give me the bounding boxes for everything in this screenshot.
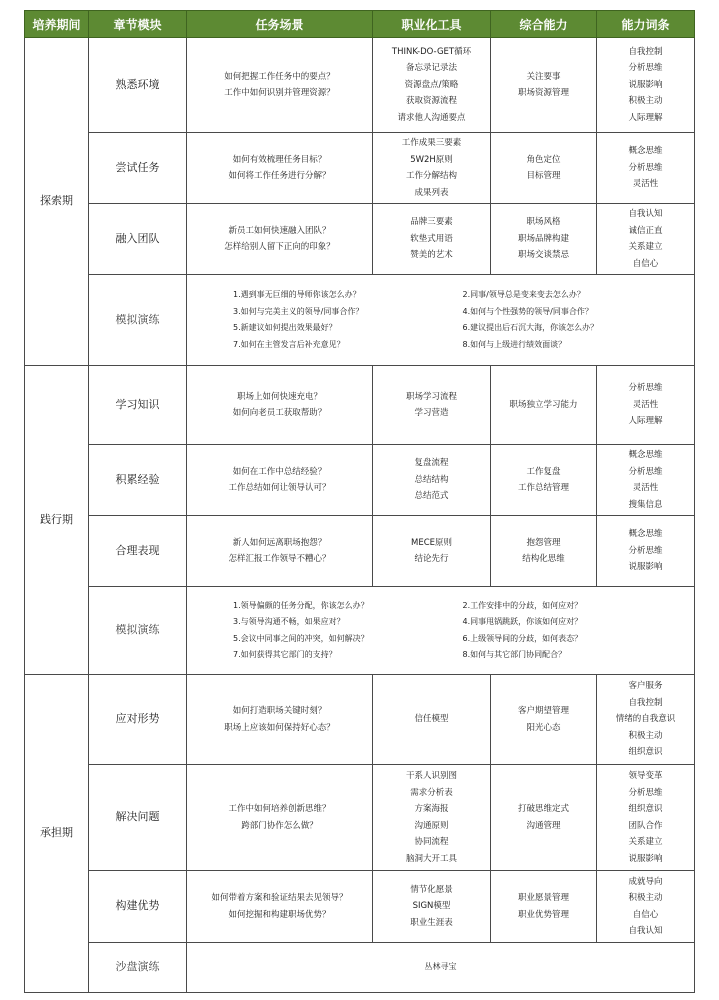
term-text: 积极主动 (628, 893, 663, 903)
terms-cell (597, 765, 695, 871)
scene-text: 如何把握工作任务中的要点？ (224, 71, 335, 82)
drill-question: 8.如何与其它部门协同配合？ (462, 650, 567, 659)
table-row (25, 765, 695, 871)
drill-question: 8.如何与上级进行绩效面谈？ (462, 339, 567, 349)
scene-text: 职场上如何快速充电？ (236, 391, 322, 402)
tools-cell (373, 133, 491, 204)
tool-text: 情节化愿景 (410, 884, 453, 895)
term-text: 自我控制 (628, 46, 663, 57)
term-text: 组织意识 (628, 804, 663, 814)
tool-text: 方案海报 (414, 804, 449, 814)
term-text: 自信心 (632, 258, 659, 269)
chapter-cell: 合理表现 (89, 516, 187, 587)
terms-cell (597, 204, 695, 275)
term-text: 说服影响 (628, 79, 663, 90)
scene-cell (187, 675, 373, 765)
tools-cell (373, 204, 491, 275)
term-text: 概念思维 (628, 146, 663, 157)
curriculum-table (24, 10, 695, 993)
term-text: 团队合作 (628, 820, 663, 831)
tool-text: 请求他人沟通要点 (397, 112, 466, 123)
terms-cell (597, 133, 695, 204)
tool-text: THINK-DO-GET循环 (391, 46, 472, 57)
ability-text: 关注要事 (526, 71, 561, 82)
drill-question-grid (189, 598, 692, 664)
scene-cell (187, 445, 373, 516)
tool-text: 干系人识别图 (405, 771, 457, 781)
header-stage: 培养期间 (25, 11, 89, 38)
ability-text: 职场独立学习能力 (509, 399, 578, 410)
tool-text: 成果列表 (414, 187, 449, 198)
term-text: 灵活性 (632, 399, 659, 410)
scene-text: 如何有效梳理任务目标？ (232, 154, 327, 165)
tool-text: 职业生涯表 (410, 917, 453, 928)
scene-text: 新员工如何快速融入团队？ (228, 225, 331, 236)
scene-cell (187, 765, 373, 871)
tools-cell (373, 516, 491, 587)
term-text: 情绪的自我意识 (615, 714, 676, 725)
abilities-cell (491, 871, 597, 943)
abilities-cell (491, 765, 597, 871)
tool-text: 沟通原则 (414, 820, 449, 831)
table-row (25, 204, 695, 275)
abilities-cell (491, 675, 597, 765)
ability-text: 目标管理 (526, 171, 561, 181)
ability-text: 工作总结管理 (517, 483, 569, 493)
terms-cell (597, 366, 695, 445)
term-text: 分析思维 (628, 466, 663, 477)
drill-question: 3.与领导沟通不畅，如果应对？ (233, 617, 345, 626)
abilities-cell (491, 133, 597, 204)
term-text: 客户服务 (628, 681, 663, 692)
term-text: 分析思维 (628, 545, 663, 556)
drill-content-cell (187, 275, 695, 366)
term-text: 自我认知 (628, 926, 663, 936)
tool-text: 总结范式 (414, 491, 449, 502)
scene-cell (187, 871, 373, 943)
term-text: 成就导向 (628, 876, 663, 887)
table-row (25, 445, 695, 516)
term-text: 人际理解 (628, 416, 663, 427)
header-row (25, 11, 695, 38)
drill-question: 5.新建议如何提出效果最好？ (233, 323, 337, 332)
scene-text: 如何将工作任务进行分解？ (228, 171, 331, 181)
tool-text: 软垫式用语 (410, 233, 453, 244)
ability-text: 抱怨管理 (526, 537, 561, 548)
header-chapter: 章节模块 (89, 11, 187, 38)
chapter-cell: 积累经验 (89, 445, 187, 516)
stage-cell: 承担期 (25, 675, 89, 993)
abilities-cell (491, 366, 597, 445)
scene-text: 怎样给别人留下正向的印象？ (224, 242, 335, 252)
ability-text: 结构化思维 (522, 554, 565, 564)
table-row (25, 366, 695, 445)
tool-text: 获取资源流程 (405, 96, 457, 107)
scene-text: 职场上应该如何保持好心态？ (224, 722, 335, 733)
scene-cell (187, 38, 373, 133)
chapter-cell: 学习知识 (89, 366, 187, 445)
tool-text: SIGN模型 (412, 901, 451, 912)
term-text: 分析思维 (628, 162, 663, 173)
scene-text: 怎样汇报工作领导不糟心？ (228, 554, 331, 564)
chapter-cell: 构建优势 (89, 871, 187, 943)
tool-text: 赞美的艺术 (410, 250, 453, 261)
abilities-cell (491, 204, 597, 275)
chapter-cell: 解决问题 (89, 765, 187, 871)
stage-cell: 探索期 (25, 38, 89, 366)
terms-cell (597, 445, 695, 516)
drill-question: 6.上级领导间的分歧，如何表态？ (462, 633, 583, 643)
drill-question: 4.同事甩锅跳跃，你该如何应对？ (462, 617, 583, 626)
tools-cell (373, 675, 491, 765)
scene-text: 工作总结如何让领导认可？ (228, 483, 331, 493)
scene-text: 跨部门协作怎么做？ (241, 820, 318, 831)
stage-cell: 践行期 (25, 366, 89, 675)
drill-chapter-cell: 模拟演练 (89, 587, 187, 675)
scene-cell (187, 516, 373, 587)
tool-text: 总结结构 (414, 474, 449, 485)
table-row (25, 516, 695, 587)
ability-text: 沟通管理 (526, 820, 561, 831)
term-text: 积极主动 (628, 96, 663, 107)
scene-text: 工作中如何识别并管理资源？ (224, 88, 335, 98)
scene-text: 如何挖掘和构建职场优势？ (228, 909, 331, 920)
tool-text: 职场学习流程 (405, 391, 457, 402)
header-tools: 职业化工具 (373, 11, 491, 38)
drill-chapter-cell: 模拟演练 (89, 275, 187, 366)
drill-question: 2.同事/领导总是变来变去怎么办？ (462, 290, 585, 299)
term-text: 概念思维 (628, 529, 663, 540)
tool-text: 需求分析表 (410, 787, 453, 798)
term-text: 关系建立 (628, 837, 663, 847)
drill-question: 4.如何与个性强势的领导/同事合作？ (462, 306, 593, 316)
tool-text: 工作分解结构 (405, 171, 457, 181)
terms-cell (597, 871, 695, 943)
drill-question: 7.如何在主管发言后补充意见？ (233, 339, 345, 349)
terms-cell (597, 38, 695, 133)
drill-question: 2.工作安排中的分歧，如何应对？ (462, 600, 583, 610)
tool-text: 结论先行 (414, 554, 449, 564)
term-text: 分析思维 (628, 383, 663, 394)
term-text: 自信心 (632, 909, 659, 920)
drill-question: 3.如何与完美主义的领导/同事合作？ (233, 306, 364, 316)
table-row (25, 133, 695, 204)
term-text: 自我控制 (628, 697, 663, 708)
term-text: 领导变革 (628, 771, 663, 781)
tool-text: 信任模型 (414, 714, 449, 725)
scene-text: 新人如何远离职场抱怨？ (232, 537, 327, 548)
scene-text: 如何向老员工获取帮助？ (232, 408, 327, 418)
table-body (25, 38, 695, 993)
drill-content-cell (187, 943, 695, 993)
curriculum-table-wrapper (24, 10, 695, 993)
table-row-drill (25, 275, 695, 366)
scene-cell (187, 366, 373, 445)
abilities-cell (491, 445, 597, 516)
scene-cell (187, 204, 373, 275)
tool-text: 5W2H原则 (410, 154, 453, 165)
term-text: 积极主动 (628, 730, 663, 741)
ability-text: 客户期望管理 (517, 706, 569, 716)
table-row (25, 675, 695, 765)
term-text: 自我认知 (628, 209, 663, 219)
chapter-cell: 应对形势 (89, 675, 187, 765)
term-text: 分析思维 (628, 63, 663, 74)
drill-question: 7.如何获得其它部门的支持？ (233, 650, 337, 659)
ability-text: 角色定位 (526, 154, 561, 165)
term-text: 概念思维 (628, 450, 663, 460)
scene-text: 如何带着方案和验证结果去见领导？ (211, 893, 348, 903)
table-row-drill (25, 587, 695, 675)
tool-text: 学习营造 (414, 408, 449, 418)
abilities-cell (491, 38, 597, 133)
tool-text: 备忘录记录法 (405, 63, 457, 74)
drill-question: 5.会议中同事之间的冲突，如何解决？ (233, 633, 369, 643)
term-text: 灵活性 (632, 179, 659, 190)
tools-cell (373, 38, 491, 133)
tool-text: 脑洞大开工具 (405, 853, 457, 864)
ability-text: 职场资源管理 (517, 88, 569, 98)
tool-text: 工作成果三要素 (401, 138, 462, 148)
scene-text: 如何打造职场关键时刻？ (232, 706, 327, 716)
scene-text: 如何在工作中总结经验？ (232, 466, 327, 477)
term-text: 分析思维 (628, 787, 663, 798)
terms-cell (597, 516, 695, 587)
drill-chapter-cell: 沙盘演练 (89, 943, 187, 993)
drill-question: 6.建议提出后石沉大海，你该怎么办？ (462, 323, 599, 332)
scene-cell (187, 133, 373, 204)
tool-text: MECE原则 (410, 537, 452, 548)
tools-cell (373, 871, 491, 943)
term-text: 诚信正直 (628, 225, 663, 236)
scene-text: 工作中如何培养创新思维？ (228, 804, 331, 814)
ability-text: 职场品牌构建 (517, 233, 569, 244)
header-scene: 任务场景 (187, 11, 373, 38)
ability-text: 阳光心态 (526, 722, 561, 733)
ability-text: 职场交谈禁忌 (517, 250, 569, 261)
table-row-drill (25, 943, 695, 993)
term-text: 灵活性 (632, 483, 659, 493)
table-row (25, 871, 695, 943)
ability-text: 职业优势管理 (517, 909, 569, 920)
chapter-cell: 融入团队 (89, 204, 187, 275)
term-text: 组织意识 (628, 747, 663, 758)
table-row (25, 38, 695, 133)
ability-text: 打破思维定式 (517, 804, 569, 814)
abilities-cell (491, 516, 597, 587)
drill-content-cell (187, 587, 695, 675)
header-abilities: 综合能力 (491, 11, 597, 38)
term-text: 说服影响 (628, 853, 663, 864)
chapter-cell: 熟悉环境 (89, 38, 187, 133)
tool-text: 复盘流程 (414, 458, 449, 469)
tools-cell (373, 765, 491, 871)
drill-question: 1.遇到事无巨细的导师你该怎么办？ (233, 290, 361, 299)
term-text: 说服影响 (628, 562, 663, 573)
ability-text: 工作复盘 (526, 466, 561, 477)
chapter-cell: 尝试任务 (89, 133, 187, 204)
term-text: 关系建立 (628, 242, 663, 252)
ability-text: 职业愿景管理 (517, 893, 569, 903)
tool-text: 资源盘点/策略 (404, 79, 459, 90)
drill-question-grid (189, 287, 692, 353)
header-terms: 能力词条 (597, 11, 695, 38)
tool-text: 品牌三要素 (410, 217, 453, 228)
term-text: 人际理解 (628, 112, 663, 123)
tools-cell (373, 445, 491, 516)
ability-text: 职场风格 (526, 217, 561, 228)
tools-cell (373, 366, 491, 445)
drill-question: 1.领导偏颇的任务分配，你该怎么办？ (233, 600, 369, 610)
terms-cell (597, 675, 695, 765)
term-text: 搜集信息 (628, 499, 663, 510)
drill-text: 丛林寻宝 (424, 962, 457, 972)
tool-text: 协同流程 (414, 837, 449, 847)
